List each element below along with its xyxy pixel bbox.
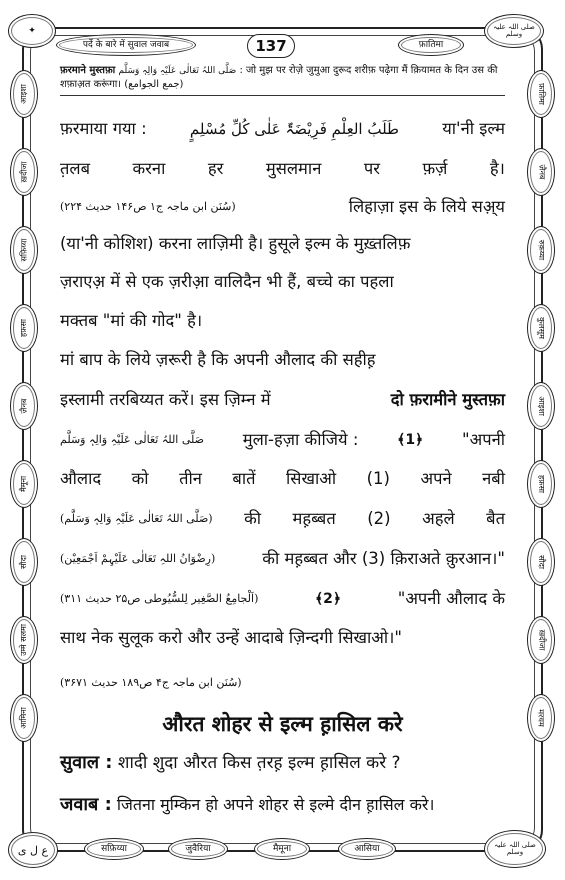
page-number: 137 [247, 34, 295, 58]
body-text: "अपनी [462, 430, 505, 449]
word: औलाद [60, 469, 102, 488]
salat-calligraphy: صَلَّی اللہُ تَعَالٰی عَلَیْہِ وَالِہٖ وَسَلَّم [60, 433, 204, 446]
word: नबी [482, 469, 505, 488]
right-oval-label: फ़ातिमा [536, 83, 546, 105]
bottom-oval-label: जुवैरिया [185, 843, 211, 854]
header-name-oval [398, 34, 464, 56]
left-oval-6 [10, 460, 38, 508]
header-title-oval [56, 34, 196, 56]
word: करना [132, 159, 166, 178]
right-oval-label: सौदा [537, 555, 546, 569]
body-text: ज़राएअ़ में से एक ज़रीआ़ वालिदैन भी हैं, बच्चे का पहला [60, 272, 394, 291]
word: त़लब [60, 159, 91, 178]
body-line-12 [60, 548, 505, 570]
body-text: मां बाप के लिये ज़रूरी है कि अपनी औलाद की सहीह़ [60, 350, 376, 369]
corner-calligraphy: صلی اللہ علیہ وسلم [493, 23, 535, 38]
answer-text: जितना मुम्किन हो अपने शोहर से इल्मे दीन ह़ासिल करे। [116, 795, 435, 814]
left-oval-7 [10, 538, 38, 586]
left-oval-label: हफ़सा [19, 319, 28, 337]
body-line-9 [60, 429, 505, 451]
left-oval-label: मैमूना [19, 475, 28, 493]
left-oval-2 [10, 148, 38, 196]
right-oval-label: ख़दीजा [537, 629, 546, 651]
body-text: की मह़ब्बत और (3) क़िराअते क़ुरआन।" [262, 549, 505, 568]
right-oval-label: रुक़य्या [536, 239, 546, 261]
right-oval-9 [527, 694, 555, 742]
section-heading: औरत शोहर से इल्म ह़ासिल करे [162, 712, 403, 736]
word: हर [207, 159, 224, 178]
word: फ़र्ज़ [422, 159, 448, 178]
header-name-label: फ़ातिमा [418, 39, 444, 50]
corner-ornament-bottom-right [484, 830, 546, 868]
left-oval-label: ज़ैनब [18, 398, 28, 414]
answer-label: जवाब : [60, 794, 112, 815]
word: की [244, 509, 262, 528]
body-line-11 [60, 508, 505, 530]
reference-citation: (اَلْجامِعُ الصَّغِیر لِلسُّیُوطی ص۲۵ حدیث ۳۱۱) [60, 592, 259, 605]
word: मुसलमान [265, 159, 322, 178]
corner-ornament-bottom-left [8, 832, 58, 868]
right-oval-6 [527, 460, 555, 508]
number-ornament: ﴾1﴿ [397, 432, 424, 448]
bottom-oval-4 [338, 838, 396, 860]
left-oval-label: ख़दीजा [19, 161, 28, 183]
right-oval-3 [527, 226, 555, 274]
body-line-15 [60, 670, 505, 694]
reference-citation: (سُنَن ابن ماجہ ج۴ ص۱۸۹ حدیث ۳۶۷۱) [60, 676, 242, 689]
word: सिखाओ [286, 469, 337, 488]
body-text: मक्तब "मां की गोद" है। [60, 311, 203, 330]
right-oval-1 [527, 70, 555, 118]
bottom-oval-label: आसिया [354, 843, 380, 854]
corner-ornament-top-right [484, 14, 544, 48]
right-oval-label: ज़ैनब [536, 164, 546, 180]
body-line-14 [60, 627, 505, 649]
word: बातें [232, 469, 256, 488]
corner-calligraphy: ع ل ی [17, 843, 49, 857]
right-oval-2 [527, 148, 555, 196]
body-text: लिहाज़ा इस के लिये सअ़्य [348, 197, 505, 216]
corner-calligraphy: صلی اللہ علیہ وسلم [494, 841, 536, 856]
left-oval-label: उम्मे सलमा [19, 624, 29, 656]
left-oval-label: सफ़िय्या [18, 238, 28, 262]
body-line-2 [60, 158, 505, 180]
left-oval-1 [10, 70, 38, 118]
reference-citation: (سُنَن ابن ماجہ ج۱ ص۱۴۶ حدیث ۲۲۴) [60, 200, 236, 213]
left-oval-4 [10, 304, 38, 352]
word: बैत [486, 509, 505, 528]
hadith-text-2: शफ़ाअ़त करूंगा। (جمع الجوامع) [60, 79, 184, 90]
left-oval-label: आमिना [18, 707, 28, 729]
left-oval-label: आइशा [19, 84, 28, 104]
right-oval-8 [527, 616, 555, 664]
question-text: शादी शुदा औरत किस त़रह़ इल्म ह़ासिल करे ? [117, 753, 401, 773]
arabic-quote: طَلَبُ العِلْمِ فَرِیْضَۃٌ عَلٰی کُلِّ مُسْلِمٍ [189, 120, 399, 138]
word: पर [363, 159, 380, 178]
bottom-oval-label: सफ़िय्या [101, 843, 127, 854]
word: अपने [420, 469, 452, 488]
left-oval-label: सौदा [19, 555, 28, 569]
bottom-oval-label: मैमूना [272, 843, 292, 854]
corner-ornament-top-left: ✦ [8, 14, 56, 48]
left-oval-9 [10, 694, 38, 742]
body-text: या'नी इल्म [442, 119, 505, 138]
body-line-5 [60, 271, 505, 293]
body-line-10 [60, 468, 505, 490]
word: अहले [422, 509, 455, 528]
body-text-bold: दो फ़रामीने मुस्तफ़ा [390, 390, 505, 409]
bottom-oval-2 [168, 838, 228, 860]
left-oval-3 [10, 226, 38, 274]
body-text: "अपनी औलाद के [397, 589, 505, 608]
right-oval-7 [527, 538, 555, 586]
right-oval-label: आइशा [537, 396, 546, 416]
body-line-13 [60, 588, 505, 610]
number-ornament: ﴾2﴿ [314, 591, 342, 607]
body-text: (या'नी कोशिश) करना लाज़िमी है। हुसूले इल्म के मुख़्तलिफ़ [60, 234, 411, 253]
word: (1) [366, 469, 390, 488]
radiyallah-calligraphy: (رِضْوَانُ اللہِ تَعَالٰی عَلَیْہِمْ اَجْمَعِیْن) [60, 552, 216, 565]
salat-calligraphy: (صَلَّی اللہُ تَعَالٰی عَلَیْہِ وَالِہٖ وَسَلَّم) [60, 512, 213, 525]
book-title: पर्दे के बारे में सुवाल जवाब [82, 39, 170, 50]
question-line [60, 750, 520, 774]
body-line-6 [60, 310, 505, 332]
body-line-8 [60, 389, 505, 411]
right-oval-label: मरयम [536, 709, 546, 727]
hadith-bar [60, 64, 505, 96]
word: मह़ब्बत [292, 509, 336, 528]
hadith-text: : जो मुझ पर रोज़े जुमुआ दुरूद शरीफ़ पढ़ेगा मैं क़ियामत के दिन उस की [239, 65, 498, 76]
answer-line [60, 792, 520, 816]
body-line-3 [60, 196, 505, 218]
bottom-oval-3 [254, 838, 310, 860]
word: को [131, 469, 149, 488]
right-oval-label: हफ़सा [537, 475, 546, 493]
right-oval-5 [527, 382, 555, 430]
right-oval-label: कुलसूम [536, 317, 546, 339]
body-text: साथ नेक सुलूक करो और उन्हें आदाबे ज़िन्दगी सिखाओ।" [60, 628, 403, 647]
hadith-label: फ़रमाने मुस्तफ़ा [60, 65, 116, 76]
body-text: फ़रमाया गया : [60, 119, 147, 138]
question-label: सुवाल : [60, 752, 113, 773]
left-oval-5 [10, 382, 38, 430]
right-oval-4 [527, 304, 555, 352]
word: है। [489, 159, 505, 178]
bottom-oval-1 [84, 838, 144, 860]
body-line-1 [60, 118, 505, 140]
body-text: इस्लामी तरबिय्यत करें। इस ज़िम्न में [60, 390, 271, 409]
body-text: मुला-हज़ा कीजिये : [242, 430, 359, 449]
word: तीन [179, 469, 202, 488]
hadith-salat: صَلَّی اللہُ تَعَالٰی عَلَیْہِ وَالِہٖ وَسَلَّم [118, 66, 237, 76]
left-oval-8 [10, 616, 38, 664]
word: (2) [367, 509, 391, 528]
body-line-7 [60, 349, 505, 371]
body-line-4 [60, 233, 505, 255]
